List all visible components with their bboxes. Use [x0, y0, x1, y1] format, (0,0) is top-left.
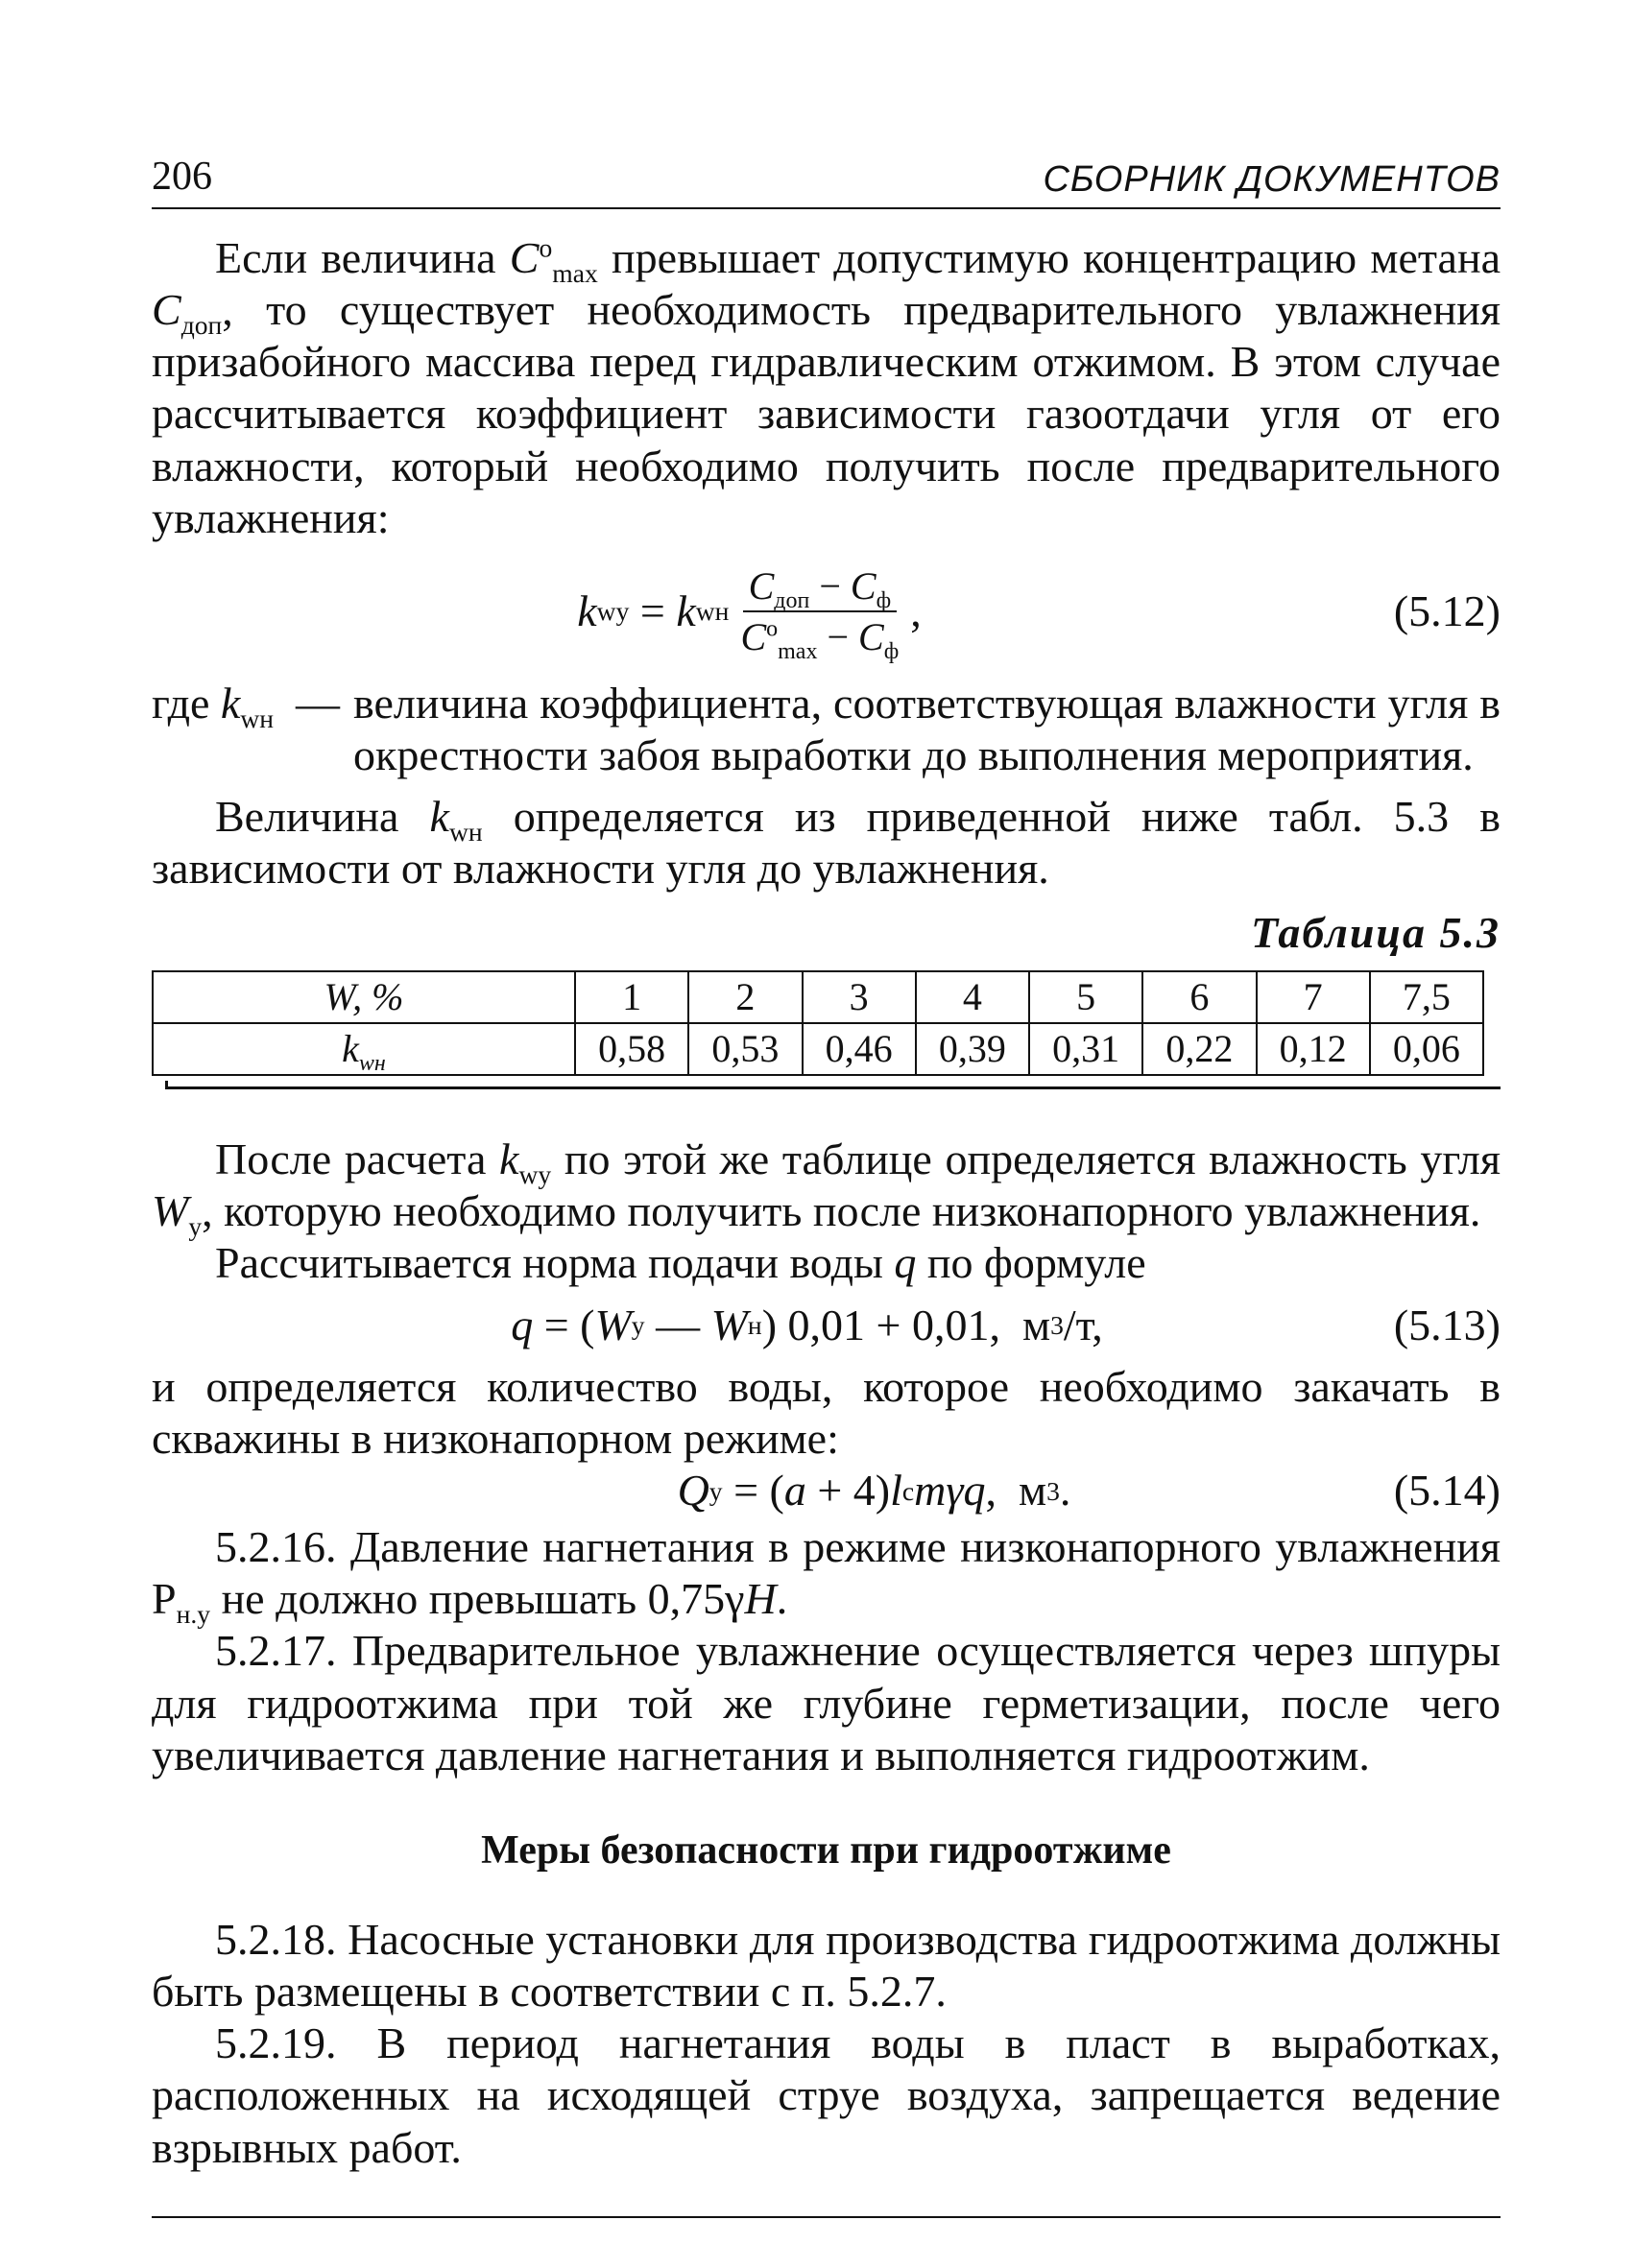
paragraph-water-rate: Рассчитывается норма подачи воды q по формуле — [215, 1238, 1146, 1288]
table-caption: Таблица 5.3 — [1250, 907, 1501, 957]
paragraph-water-volume: и определяется количество воды, которое необходимо закачать в скважины в низконапорном режиме: — [152, 1361, 1501, 1464]
table-5-3 — [152, 970, 1501, 1076]
footer-rule — [152, 2216, 1501, 2218]
paragraph-5-2-17: 5.2.17. Предварительное увлажнение осуществляется через шпуры для гидроотжима при той же глубине герметизации, после чего увеличивается давление нагнетания и выполняется гидроотжим. — [152, 1626, 1501, 1779]
page-number: 206 — [152, 155, 212, 199]
paragraph-5-2-19: 5.2.19. В период нагнетания воды в пласт в выработках, расположенных на исходящей струе воздуха, запрещается ведение взрывных работ. — [152, 2018, 1501, 2172]
document-page — [152, 154, 1501, 2218]
paragraph-table-ref: Величина $k_{wн}$ определяется из приведенной ниже табл. 5.3 в зависимости от влажности угля до увлажнения. — [152, 792, 1501, 894]
paragraph-intro: Если величина $C^o_{max}$ превышает допустимую концентрацию метана $C_{доп}$, то существует необходимость предварительного увлажнения призабойного массива перед гидравлическим отжимом. В этом случае рассчитывается коэффициент зависимости газоотдачи угля от его влажности, который необходимо получить после предварительного увлажнения: — [152, 232, 1501, 542]
section-title: Меры безопасности при гидроотжиме — [481, 1828, 1171, 1874]
running-title: СБОРНИК ДОКУМЕНТОВ — [1043, 158, 1501, 200]
table-row: $k_{wн}$ 0,58 0,53 0,46 0,39 0,31 0,22 0,12 0,06 — [153, 1023, 1483, 1075]
equation-number: (5.12) — [1393, 586, 1501, 636]
table-row: W, % 1 2 3 4 5 6 7 7,5 — [153, 971, 1483, 1023]
formula-5-14: Q у = ( a + 4) l с mγq , м 3 . (5.14) — [152, 1465, 1501, 1516]
fraction: $\frac{C_{доп} - C_ф}{C^o_{max} - C_ф}$ — [740, 564, 900, 665]
equation-number: (5.13) — [1393, 1300, 1501, 1349]
formula-5-12: k wy = k wн $\frac{C_{доп} - C_ф}{C^o_{max} - C_ф}$ , (5.12) — [577, 564, 1501, 665]
paragraph-5-2-16: 5.2.16. Давление нагнетания в режиме низконапорного увлажнения $Р_{н.у}$ не должно превышать 0,75γH. — [152, 1521, 1501, 1630]
where-definition: величина коэффициента, соответствующая влажности угля в окрестности забоя выработки до выполнения мероприятия. — [353, 678, 1501, 779]
paragraph-5-2-18: 5.2.18. Насосные установки для производства гидроотжима должны быть размещены в соответствии с п. 5.2.7. — [152, 1914, 1501, 2016]
equation-number: (5.14) — [1393, 1466, 1501, 1516]
paragraph-after-table: После расчета $k_{wy}$ по этой же таблице определяется влажность угля $W_y$, которую необходимо получить после низконапорного увлажнения. — [152, 1134, 1501, 1242]
where-clause: где $k_{wн}$ — величина коэффициента, соответствующая влажности угля в окрестности забоя выработки до выполнения мероприятия. — [152, 678, 1501, 782]
formula-5-13: q = ( W у — W н ) 0,01 + 0,01, м 3 /т, (5.13) — [152, 1300, 1501, 1351]
page-header — [152, 154, 1501, 209]
